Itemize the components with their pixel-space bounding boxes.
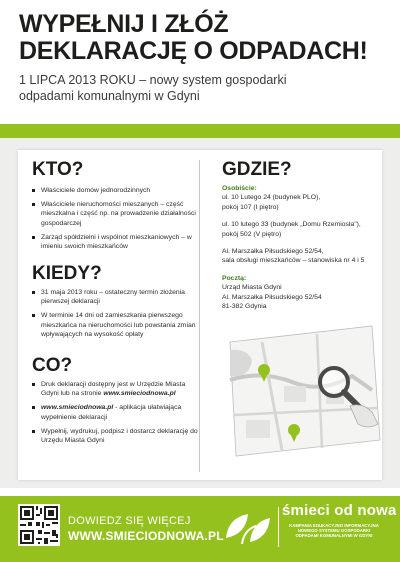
kto-item-3: Zarząd spółdzielni i wspólnot mieszkaniowych – w imieniu swoich mieszkańców: [32, 233, 202, 251]
co-heading: CO?: [32, 355, 73, 376]
addr1-line2: pokój 107 (I piętro): [222, 203, 279, 211]
poczta-line2: Al. Marszałka Piłsudskiego 52/54: [222, 293, 322, 301]
qr-code-icon[interactable]: [18, 504, 60, 546]
logo-sub-line-2: NOWEGO SYSTEMU GOSPODARKI: [297, 528, 371, 534]
logo-sub-line-3: ODPADAMI KOMUNALNYMI W GDYNI: [295, 533, 373, 539]
co-item-3: Wypełnij, wydrukuj, podpisz i dostarcz deklarację do Urzędu Miasta Gdyni: [32, 427, 202, 445]
footer-learn-more: DOWIEDZ SIĘ WIĘCEJ: [68, 515, 191, 527]
title-line-1: WYPEŁNIJ I ZŁÓŻ: [19, 10, 229, 38]
page-subtitle: [19, 72, 379, 104]
addr2-block: [222, 220, 387, 239]
co-item-2: [32, 403, 202, 421]
co-item-2-link[interactable]: www.smieciodnowa.pl: [41, 404, 114, 412]
kto-item-2: Właściciele nieruchomości mieszanych – część mieszkalna i część np. na prowadzenie działalności gospodarczej: [32, 200, 202, 228]
poczta-label: Pocztą:: [222, 274, 247, 282]
addr3-line2: sala obsługi mieszkańców – stanowiska nr 4 i 5: [222, 257, 365, 265]
poczta-line1: Urząd Miasta Gdyni: [222, 284, 282, 292]
kiedy-item-1: 31 maja 2013 roku – ostateczny termin złożenia pierwszej deklaracji: [32, 288, 202, 306]
gdzie-details: [222, 184, 387, 319]
logo-title: śmieci od nowa: [282, 502, 397, 519]
kiedy-list: [32, 288, 202, 344]
addr1-line1: ul. 10 Lutego 24 (budynek PLO),: [222, 194, 321, 202]
osobiscie-label: Osobiście:: [222, 185, 257, 192]
addr3-block: [222, 247, 387, 266]
logo-separator: [278, 507, 279, 547]
addr2-line1: ul. 10 lutego 33 (budynek „Domu Rzemiosła"),: [222, 221, 361, 229]
kto-item-1: Właściciele domów jednorodzinnych: [32, 186, 202, 195]
kto-heading: KTO?: [32, 159, 84, 180]
co-item-1-text: Druk deklaracji dostępny jest w Urzędzie Miasta Gdyni lub na stronie: [41, 381, 186, 398]
subtitle-line-1: 1 LIPCA 2013 ROKU – nowy system gospodarki: [19, 73, 287, 87]
gdzie-heading: GDZIE?: [222, 159, 292, 180]
co-list: [32, 380, 202, 450]
map-icon: [222, 320, 382, 460]
co-item-2-text: - aplikacja ułatwiająca wypełnienie deklaracji: [41, 404, 182, 421]
logo-subtitle: [284, 523, 384, 539]
osobiscie-block: [222, 184, 387, 212]
header: [0, 0, 400, 120]
kiedy-item-2: W terminie 14 dni od zamieszkania pierwszego mieszkańca na nieruchomości lub powstania zmian wpływających na wysokość opłaty: [32, 311, 202, 339]
addr3-line1: Al. Marszałka Piłsudskiego 52/54,: [222, 248, 324, 256]
kiedy-heading: KIEDY?: [32, 263, 102, 284]
subtitle-line-2: odpadami komunalnymi w Gdyni: [19, 89, 200, 103]
green-divider-bar: [0, 124, 400, 138]
kto-list: [32, 186, 202, 256]
poczta-line3: 81-382 Gdynia: [222, 303, 267, 311]
addr2-line2: pokój 502 (V piętro): [222, 230, 282, 238]
leaf-logo-icon: [222, 508, 274, 546]
page-title: [19, 11, 394, 65]
co-item-1: [32, 380, 202, 398]
title-line-2: DEKLARACJĘ O ODPADACH!: [19, 37, 368, 65]
logo-sub-line-1: KAMPANIA EDUKACYJNO INFORMACYJNA: [289, 523, 379, 528]
poczta-block: [222, 274, 387, 312]
co-item-1-link[interactable]: www.smieciodnowa.pl: [103, 390, 176, 398]
footer-website-link[interactable]: WWW.SMIECIODNOWA.PL: [68, 529, 224, 543]
